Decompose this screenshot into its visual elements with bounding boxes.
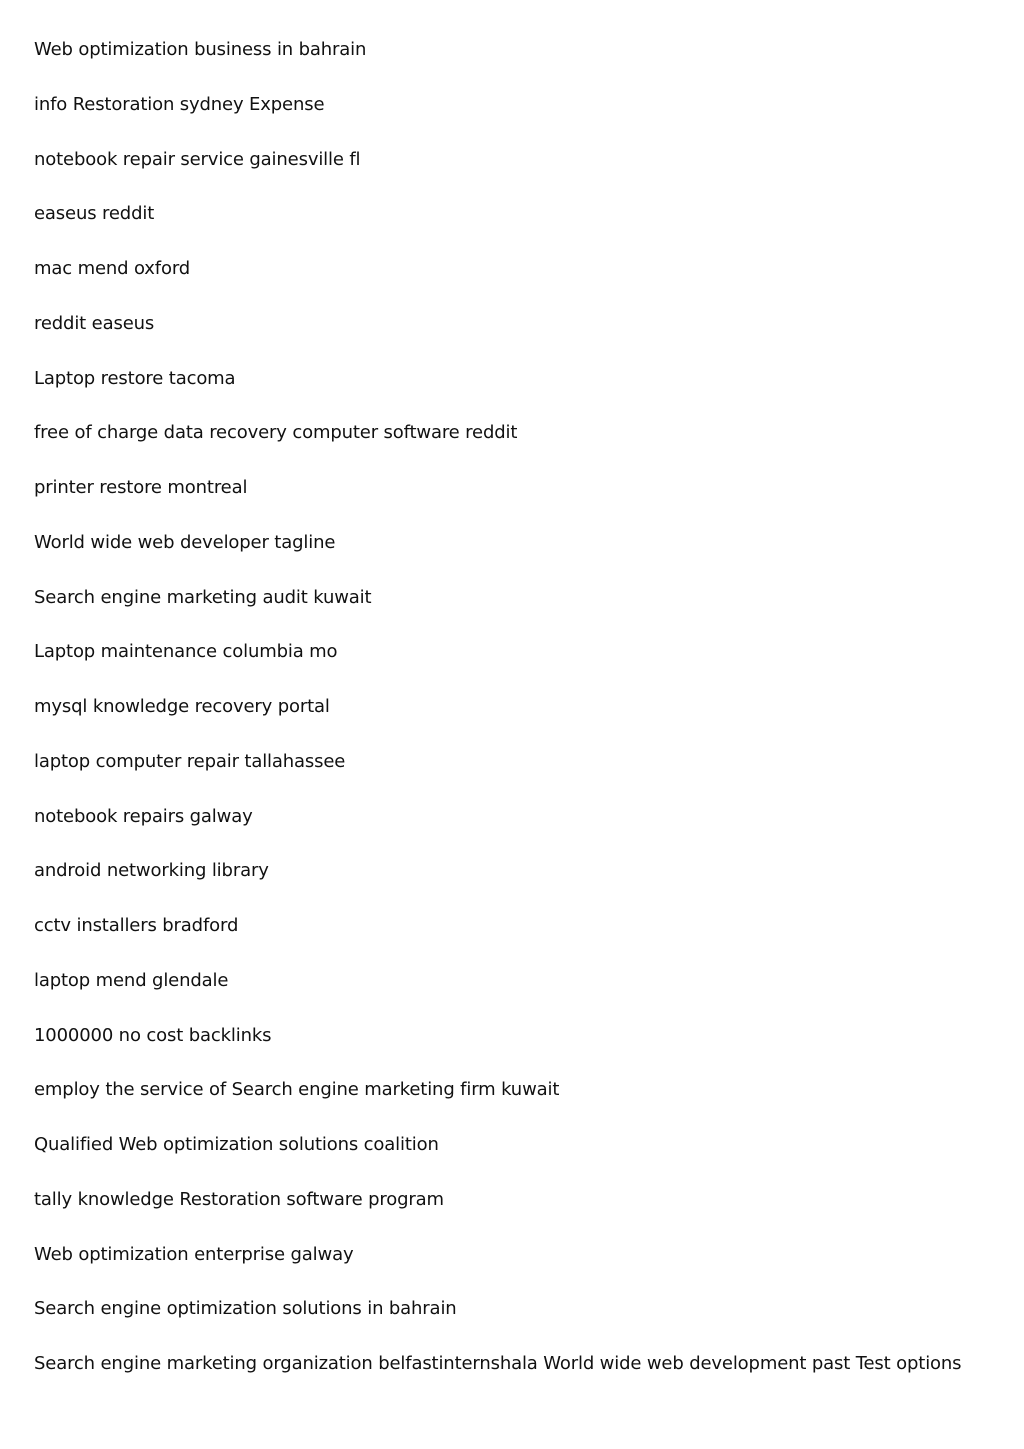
text-line: info Restoration sydney Expense [34, 93, 325, 115]
text-line: World wide web developer tagline [34, 531, 336, 553]
text-line: 1000000 no cost backlinks [34, 1024, 272, 1046]
text-line: reddit easeus [34, 312, 155, 334]
text-line: android networking library [34, 860, 269, 882]
text-line: easeus reddit [34, 203, 155, 225]
text-line: Laptop maintenance columbia mo [34, 641, 338, 663]
text-line: Search engine marketing organization belfastinternshala World wide web development past Test options [34, 1353, 962, 1374]
text-line: Web optimization enterprise galway [34, 1243, 354, 1265]
text-line: tally knowledge Restoration software program [34, 1188, 444, 1210]
text-line: laptop computer repair tallahassee [34, 750, 346, 772]
text-line: Search engine marketing audit kuwait [34, 586, 372, 608]
text-line: Search engine optimization solutions in bahrain [34, 1298, 457, 1320]
text-line: notebook repair service gainesville fl [34, 148, 361, 170]
text-line: mysql knowledge recovery portal [34, 696, 330, 717]
text-line: laptop mend glendale [34, 969, 229, 991]
text-line: printer restore montreal [34, 477, 248, 498]
text-line: cctv installers bradford [34, 915, 239, 936]
text-line: Qualified Web optimization solutions coalition [34, 1134, 439, 1155]
text-line: Web optimization business in bahrain [34, 39, 367, 60]
text-line: notebook repairs galway [34, 805, 253, 827]
text-line-list [34, 37, 994, 1406]
text-line: free of charge data recovery computer software reddit [34, 422, 518, 444]
text-line: Laptop restore tacoma [34, 367, 236, 389]
text-line: mac mend oxford [34, 258, 191, 279]
text-line: employ the service of Search engine marketing firm kuwait [34, 1079, 560, 1101]
